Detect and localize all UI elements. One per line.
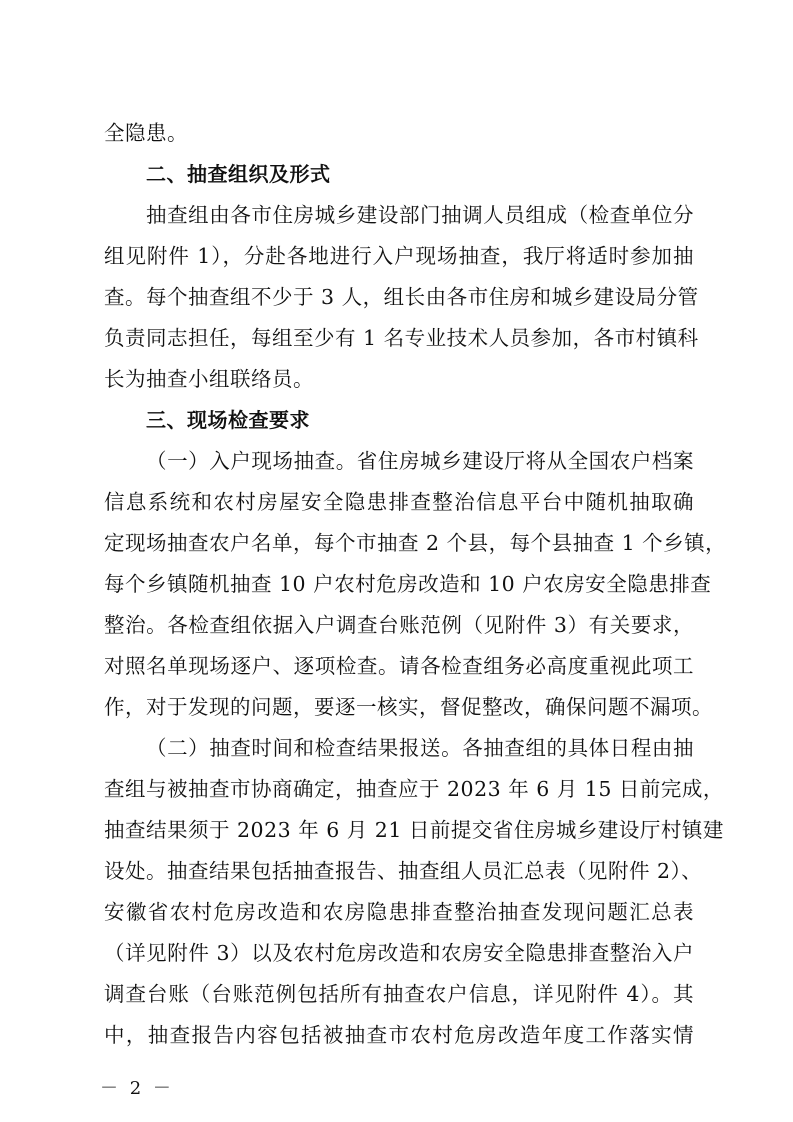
- text-line: （一）入户现场抽查。省住房城乡建设厅将从全国农户档案: [146, 449, 694, 473]
- text-line: 负责同志担任，每组至少有 1 名专业技术人员参加，各市村镇科: [104, 326, 699, 350]
- text-line: 查组与被抽查市协商确定，抽查应于 2023 年 6 月 15 日前完成，: [104, 777, 724, 801]
- text-line: 安徽省农村危房改造和农房隐患排查整治抽查发现问题汇总表: [104, 900, 694, 924]
- text-line: 组见附件 1），分赴各地进行入户现场抽查，我厅将适时参加抽: [104, 244, 694, 268]
- text-line: 对照名单现场逐户、逐项检查。请各检查组务必高度重视此项工: [104, 654, 694, 678]
- text-line: 全隐患。: [104, 121, 188, 145]
- page-number: － 2 －: [100, 1078, 174, 1099]
- text-line: 查。每个抽查组不少于 3 人，组长由各市住房和城乡建设局分管: [104, 285, 699, 309]
- text-line: 定现场抽查农户名单，每个市抽查 2 个县，每个县抽查 1 个乡镇，: [104, 531, 727, 555]
- text-line: 长为抽查小组联络员。: [104, 367, 314, 391]
- text-line: 每个乡镇随机抽查 10 户农村危房改造和 10 户农房安全隐患排查: [104, 572, 712, 596]
- text-line: 中，抽查报告内容包括被抽查市农村危房改造年度工作落实情: [104, 1023, 694, 1047]
- text-line: 抽查组由各市住房城乡建设部门抽调人员组成（检查单位分: [146, 203, 694, 227]
- text-line: 整治。各检查组依据入户调查台账范例（见附件 3）有关要求，: [104, 613, 694, 637]
- text-line: （二）抽查时间和检查结果报送。各抽查组的具体日程由抽: [146, 736, 694, 760]
- text-line: 信息系统和农村房屋安全隐患排查整治信息平台中随机抽取确: [104, 490, 694, 514]
- text-line: 设处。抽查结果包括抽查报告、抽查组人员汇总表（见附件 2）、: [104, 859, 703, 883]
- text-line: 作，对于发现的问题，要逐一核实，督促整改，确保问题不漏项。: [104, 695, 713, 719]
- text-line: 抽查结果须于 2023 年 6 月 21 日前提交省住房城乡建设厅村镇建: [104, 818, 724, 842]
- section-heading: 二、抽查组织及形式: [146, 162, 331, 186]
- text-line: 调查台账（台账范例包括所有抽查农户信息，详见附件 4）。其: [104, 982, 694, 1006]
- section-heading: 三、现场检查要求: [146, 408, 310, 432]
- text-line: （详见附件 3）以及农村危房改造和农房安全隐患排查整治入户: [104, 941, 694, 965]
